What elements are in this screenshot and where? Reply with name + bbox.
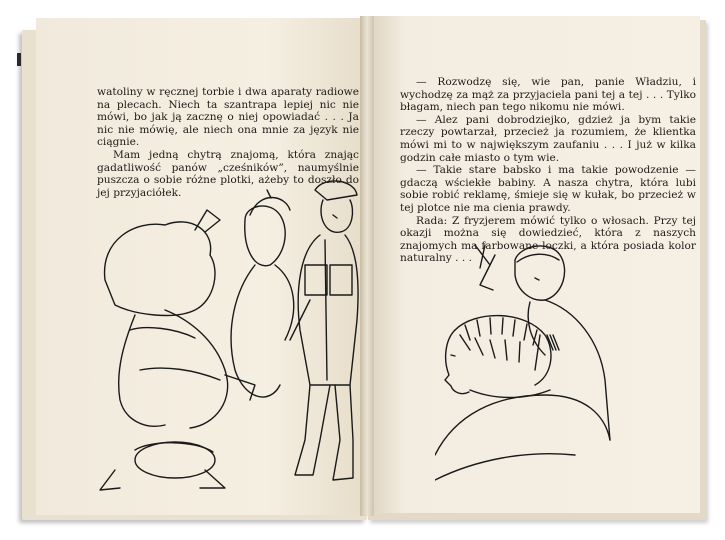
right-paragraph-4: Rada: Z fryzjerem mówić tylko o włosach. Przy tej okazji można się dowiedzieć, która z naszych znajomych ma farbowane loczki, a która posiada kolor naturalny . . . (400, 214, 696, 265)
right-illustration-barber (435, 240, 675, 505)
page-tab-marker (17, 53, 21, 66)
left-illustration-women-and-porter (95, 170, 365, 495)
left-paragraph-2: Mam jedną chytrą znajomą, która znając gadatliwość panów „cześników”, naumyślnie puszcza o sobie różne plotki, ażeby to doszło do jej przyjaciółek. (97, 148, 359, 199)
left-paragraph-1: watoliny w ręcznej torbie i dwa aparaty radiowe na plecach. Niech ta szantrapa lepiej nic nie mówi, bo jak ją zacznę o niej opowiadać . . . Ja nic nie mówię, ale niech ona mnie za język nie ciągnie. (97, 86, 359, 149)
right-paragraph-3: — Takie stare babsko i ma takie powodzenie — gdaczą wściekłe babiny. A nasza chytra, która lubi sobie robić reklamę, śmieje się w kułak, bo przecież w tej plotce nie ma cienia prawdy. (400, 164, 696, 214)
right-paragraph-2: — Alez pani dobrodziejko, gdzież ja bym takie rzeczy powtarzał, przecież ja rozumiem, że klientka mówi mi to w największym zaufaniu . . . I już w kilka godzin całe miasto o tym wie. (400, 113, 696, 164)
right-page-text (400, 76, 696, 265)
right-paragraph-1: — Rozwodzę się, wie pan, panie Władziu, i wychodzę za mąż za przyjaciela pani tej a tej . . . Tylko błagam, niech pan tego nikomu nie mówi. (400, 76, 696, 114)
